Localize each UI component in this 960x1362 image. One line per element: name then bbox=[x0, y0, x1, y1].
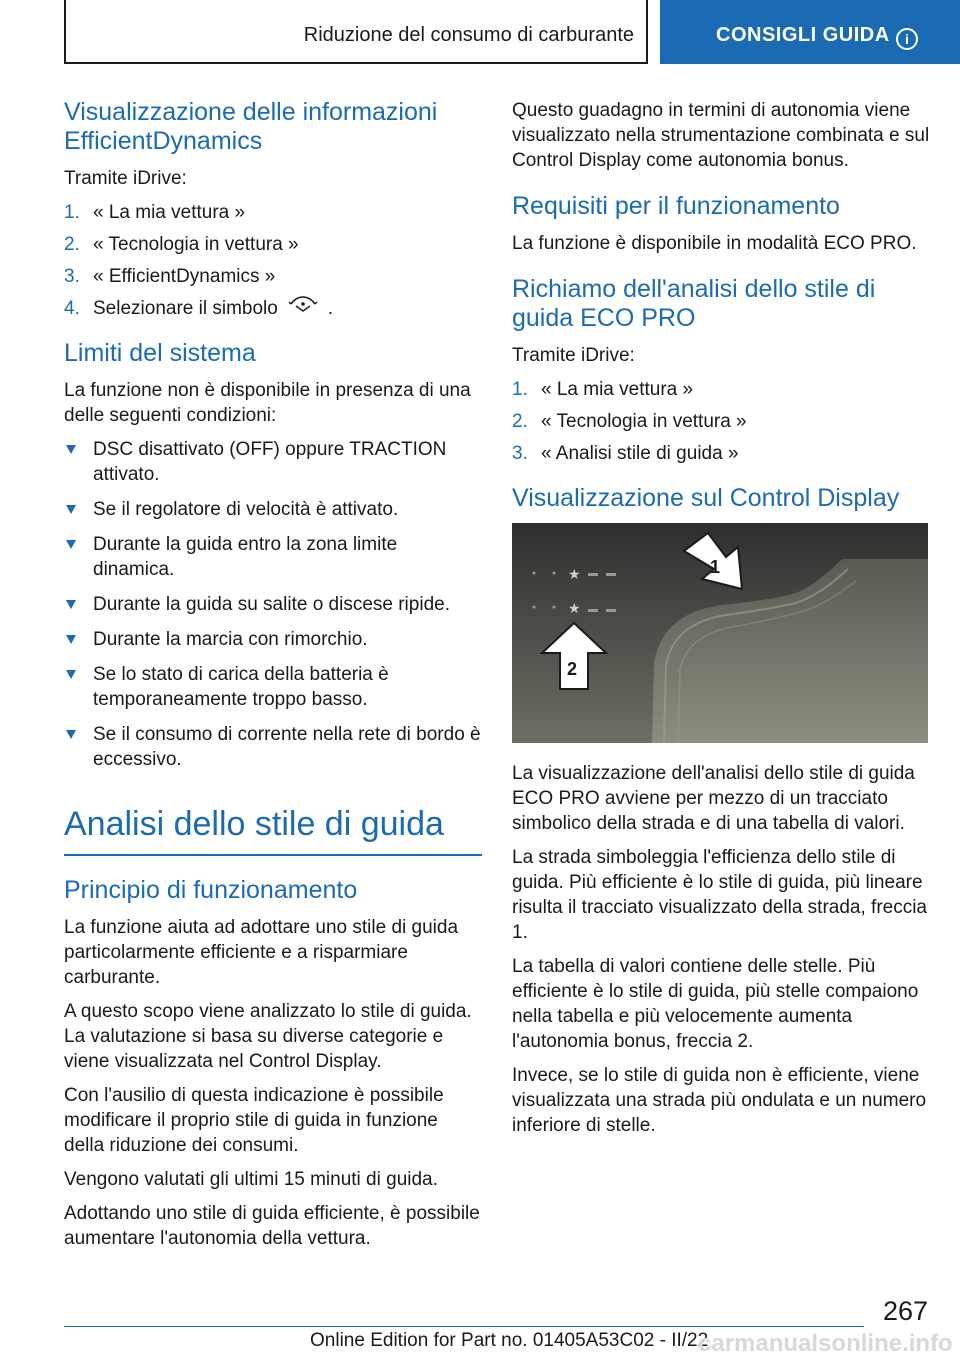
requirements-text: La funzione è disponibile in modalità ECO PRO. bbox=[512, 233, 917, 254]
svg-text:★: ★ bbox=[568, 567, 581, 583]
recall-steps bbox=[512, 377, 930, 466]
paragraph: Con l'ausilio di questa indicazione è possibile modificare il proprio stile di guida in funzione della riduzione dei consumi. bbox=[64, 1085, 444, 1157]
paragraph: Vengono valutati gli ultimi 15 minuti di guida. bbox=[64, 1169, 438, 1191]
efficientdynamics-steps bbox=[64, 200, 482, 321]
paragraph: La funzione aiuta ad adottare uno stile di guida particolarmente efficiente e a risparmiare carburante. bbox=[64, 917, 459, 989]
efficientdynamics-icon bbox=[288, 296, 318, 321]
footer-divider bbox=[64, 1326, 864, 1327]
header-chapter-title: CONSIGLI GUIDA bbox=[716, 24, 890, 46]
paragraph: La strada simboleggia l'efficienza dello stile di guida. Più efficiente è lo stile di guida, più lineare risulta il tracciato visualizzato della strada, freccia 1. bbox=[512, 847, 928, 943]
paragraph: La tabella di valori contiene delle stelle. Più efficiente è lo stile di guida, più stelle compaiono nella tabella e più velocemente aumenta l'autonomia bonus, freccia 2. bbox=[512, 956, 919, 1052]
efficientdynamics-heading: Visualizzazione delle informazioni EfficientDynamics bbox=[64, 98, 438, 155]
arrow-1-label: 1 bbox=[710, 557, 721, 577]
list-item: Durante la guida su salite o discese ripide. bbox=[64, 592, 482, 617]
list-item: 2. « Tecnologia in vettura » bbox=[64, 234, 299, 255]
bullet-triangle-icon bbox=[66, 600, 76, 609]
list-item: 1. « La mia vettura » bbox=[512, 379, 694, 400]
display-heading: Visualizzazione sul Control Display bbox=[512, 484, 900, 512]
principle-heading: Principio di funzionamento bbox=[64, 876, 358, 905]
recall-intro: Tramite iDrive: bbox=[512, 345, 635, 366]
bullet-triangle-icon bbox=[66, 730, 76, 739]
list-item: DSC disattivato (OFF) oppure TRACTION attivato. bbox=[64, 437, 482, 487]
list-item: Se lo stato di carica della batteria è temporaneamente troppo basso. bbox=[64, 662, 482, 712]
paragraph: Invece, se lo stile di guida non è efficiente, viene visualizzata una strada più ondulata e un numero inferiore di stelle. bbox=[512, 1065, 927, 1136]
bullet-triangle-icon bbox=[66, 445, 76, 454]
svg-text:★: ★ bbox=[568, 601, 581, 617]
arrow-2-label: 2 bbox=[567, 659, 578, 679]
bullet-triangle-icon bbox=[66, 505, 76, 514]
analysis-heading: Analisi dello stile di guida bbox=[64, 805, 444, 844]
efficientdynamics-intro: Tramite iDrive: bbox=[64, 168, 187, 189]
list-item: Durante la guida entro la zona limite dinamica. bbox=[64, 532, 482, 582]
list-item: Se il regolatore di velocità è attivato. bbox=[64, 497, 482, 522]
limits-heading: Limiti del sistema bbox=[64, 339, 256, 368]
bullet-triangle-icon bbox=[66, 635, 76, 644]
requirements-heading: Requisiti per il funzionamento bbox=[512, 192, 840, 220]
list-item: 2. « Tecnologia in vettura » bbox=[512, 411, 747, 432]
page-number: 267 bbox=[882, 1296, 928, 1326]
bullet-triangle-icon bbox=[66, 540, 76, 549]
recall-heading: Richiamo dell'analisi dello stile di guida ECO PRO bbox=[512, 275, 876, 332]
list-item: Durante la marcia con rimorchio. bbox=[64, 627, 482, 652]
list-item: 1. « La mia vettura » bbox=[64, 202, 246, 223]
bonus-paragraph: Questo guadagno in termini di autonomia viene visualizzato nella strumentazione combinata e sul Control Display come autonomia bonus. bbox=[512, 100, 930, 171]
analysis-heading-block bbox=[64, 804, 482, 856]
limits-intro: La funzione non è disponibile in presenza di una delle seguenti condizioni: bbox=[64, 380, 471, 427]
right-column bbox=[512, 98, 930, 1147]
paragraph: Adottando uno stile di guida efficiente, è possibile aumentare l'autonomia della vettura. bbox=[64, 1203, 480, 1250]
footer-edition: Online Edition for Part no. 01405A53C02 - II/22 bbox=[310, 1330, 709, 1351]
control-display-figure bbox=[512, 523, 928, 743]
list-item: Se il consumo di corrente nella rete di bordo è eccessivo. bbox=[64, 722, 482, 772]
info-icon: i bbox=[896, 28, 918, 50]
limits-list bbox=[64, 437, 482, 772]
paragraph: A questo scopo viene analizzato lo stile di guida. La valutazione si basa su diverse categorie e viene visualizzata nel Control Display. bbox=[64, 1001, 472, 1073]
list-item: 3. « Analisi stile di guida » bbox=[512, 443, 739, 464]
paragraph: La visualizzazione dell'analisi dello stile di guida ECO PRO avviene per mezzo di un tracciato simbolico della strada e di una tabella di valori. bbox=[512, 763, 915, 834]
list-item: 3. « EfficientDynamics » bbox=[64, 266, 276, 287]
left-column bbox=[64, 98, 482, 1260]
header-section-title: Riduzione del consumo di carburante bbox=[303, 24, 634, 46]
list-item: 4. Selezionare il simbolo . bbox=[64, 296, 482, 321]
watermark: carmanualsonline.info bbox=[698, 1330, 953, 1357]
bullet-triangle-icon bbox=[66, 670, 76, 679]
